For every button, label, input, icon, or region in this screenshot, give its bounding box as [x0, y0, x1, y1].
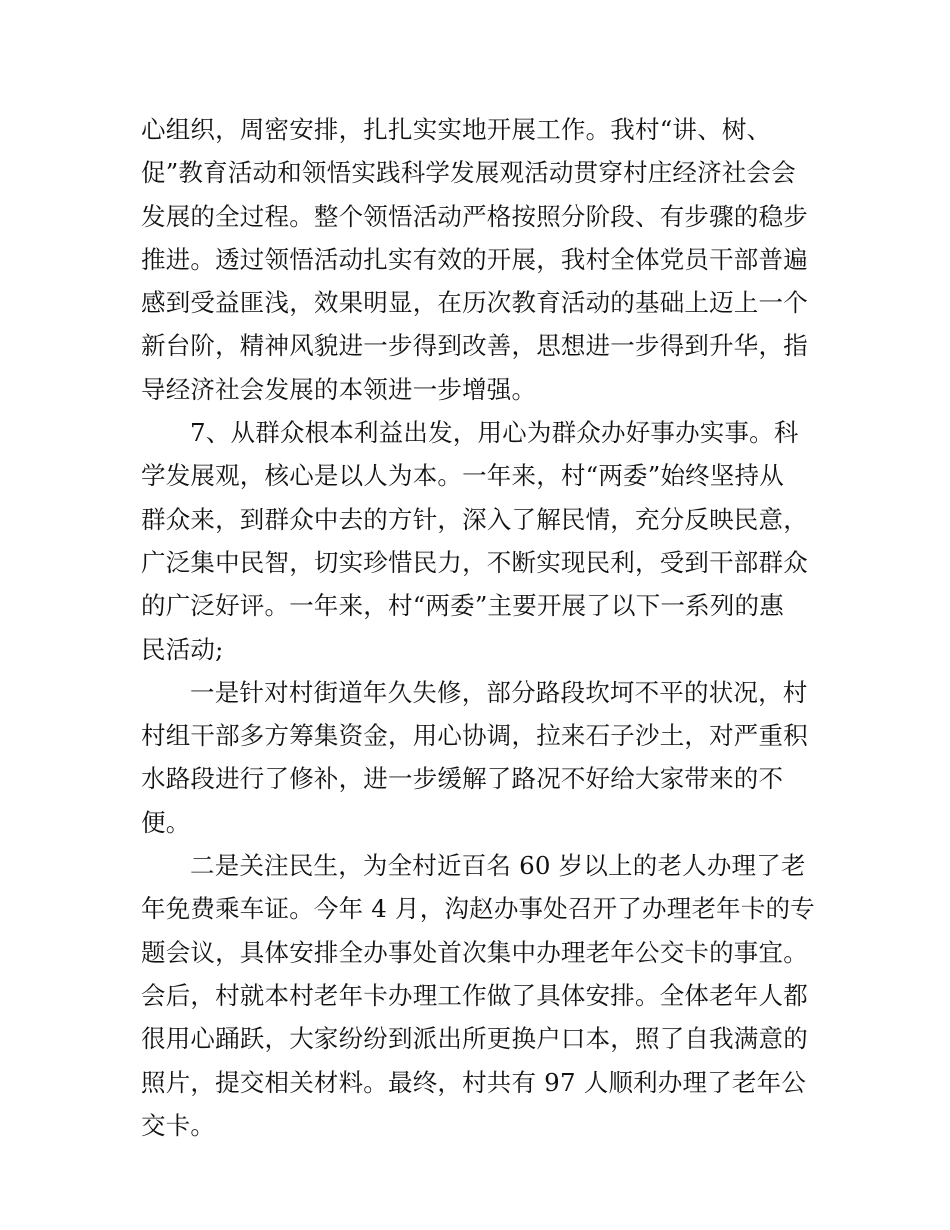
text-line: 感到受益匪浅，效果明显，在历次教育活动的基础上迈上一个 [141, 288, 808, 318]
text-line-first: 7、从群众根本利益出发，用心为群众办好事办实事。科 [190, 418, 799, 448]
text-line-first: 二是关注民生，为全村近百名 60 岁以上的老人办理了老 [190, 851, 806, 881]
text-line: 水路段进行了修补，进一步缓解了路况不好给大家带来的不 [141, 764, 784, 794]
text-line: 民活动; [141, 634, 224, 664]
text-line: 促”教育活动和领悟实践科学发展观活动贯穿村庄经济社会会 [141, 158, 796, 188]
document-body [141, 108, 813, 1147]
paragraph-2 [141, 411, 813, 671]
paragraph-4 [141, 844, 813, 1147]
text-line: 导经济社会发展的本领进一步增强。 [141, 374, 537, 404]
paragraph-1 [141, 108, 813, 411]
text-line: 交卡。 [141, 1110, 216, 1140]
text-line-first: 一是针对村街道年久失修，部分路段坎坷不平的状况，村 [190, 677, 808, 707]
text-line: 题会议，具体安排全办事处首次集中办理老年公交卡的事宜。 [141, 937, 808, 967]
text-line: 照片，提交相关材料。最终，村共有 97 人顺利办理了老年公 [141, 1067, 807, 1097]
text-line: 年免费乘车证。今年 4 月，沟赵办事处召开了办理老年卡的专 [141, 894, 815, 924]
text-line: 很用心踊跃，大家纷纷到派出所更换户口本，照了自我满意的 [141, 1024, 808, 1054]
text-line: 的广泛好评。一年来，村“两委”主要开展了以下一系列的惠 [141, 591, 784, 621]
text-line: 心组织，周密安排，扎扎实实地开展工作。我村“讲、树、 [141, 115, 772, 144]
text-line: 学发展观，核心是以人为本。一年来，村“两委”始终坚持从 [141, 461, 784, 491]
text-line: 推进。透过领悟活动扎实有效的开展，我村全体党员干部普遍 [141, 244, 808, 274]
paragraph-3 [141, 671, 813, 844]
text-line: 群众来，到群众中去的方针，深入了解民情，充分反映民意， [141, 504, 808, 534]
text-line: 村组干部多方筹集资金，用心协调，拉来石子沙土，对严重积 [141, 721, 808, 751]
text-line: 新台阶，精神风貌进一步得到改善，思想进一步得到升华，指 [141, 331, 808, 361]
text-line: 广泛集中民智，切实珍惜民力，不断实现民利，受到干部群众 [141, 547, 808, 577]
text-line: 发展的全过程。整个领悟活动严格按照分阶段、有步骤的稳步 [141, 201, 808, 231]
text-line: 便。 [141, 807, 191, 837]
text-line: 会后，村就本村老年卡办理工作做了具体安排。全体老年人都 [141, 980, 808, 1010]
